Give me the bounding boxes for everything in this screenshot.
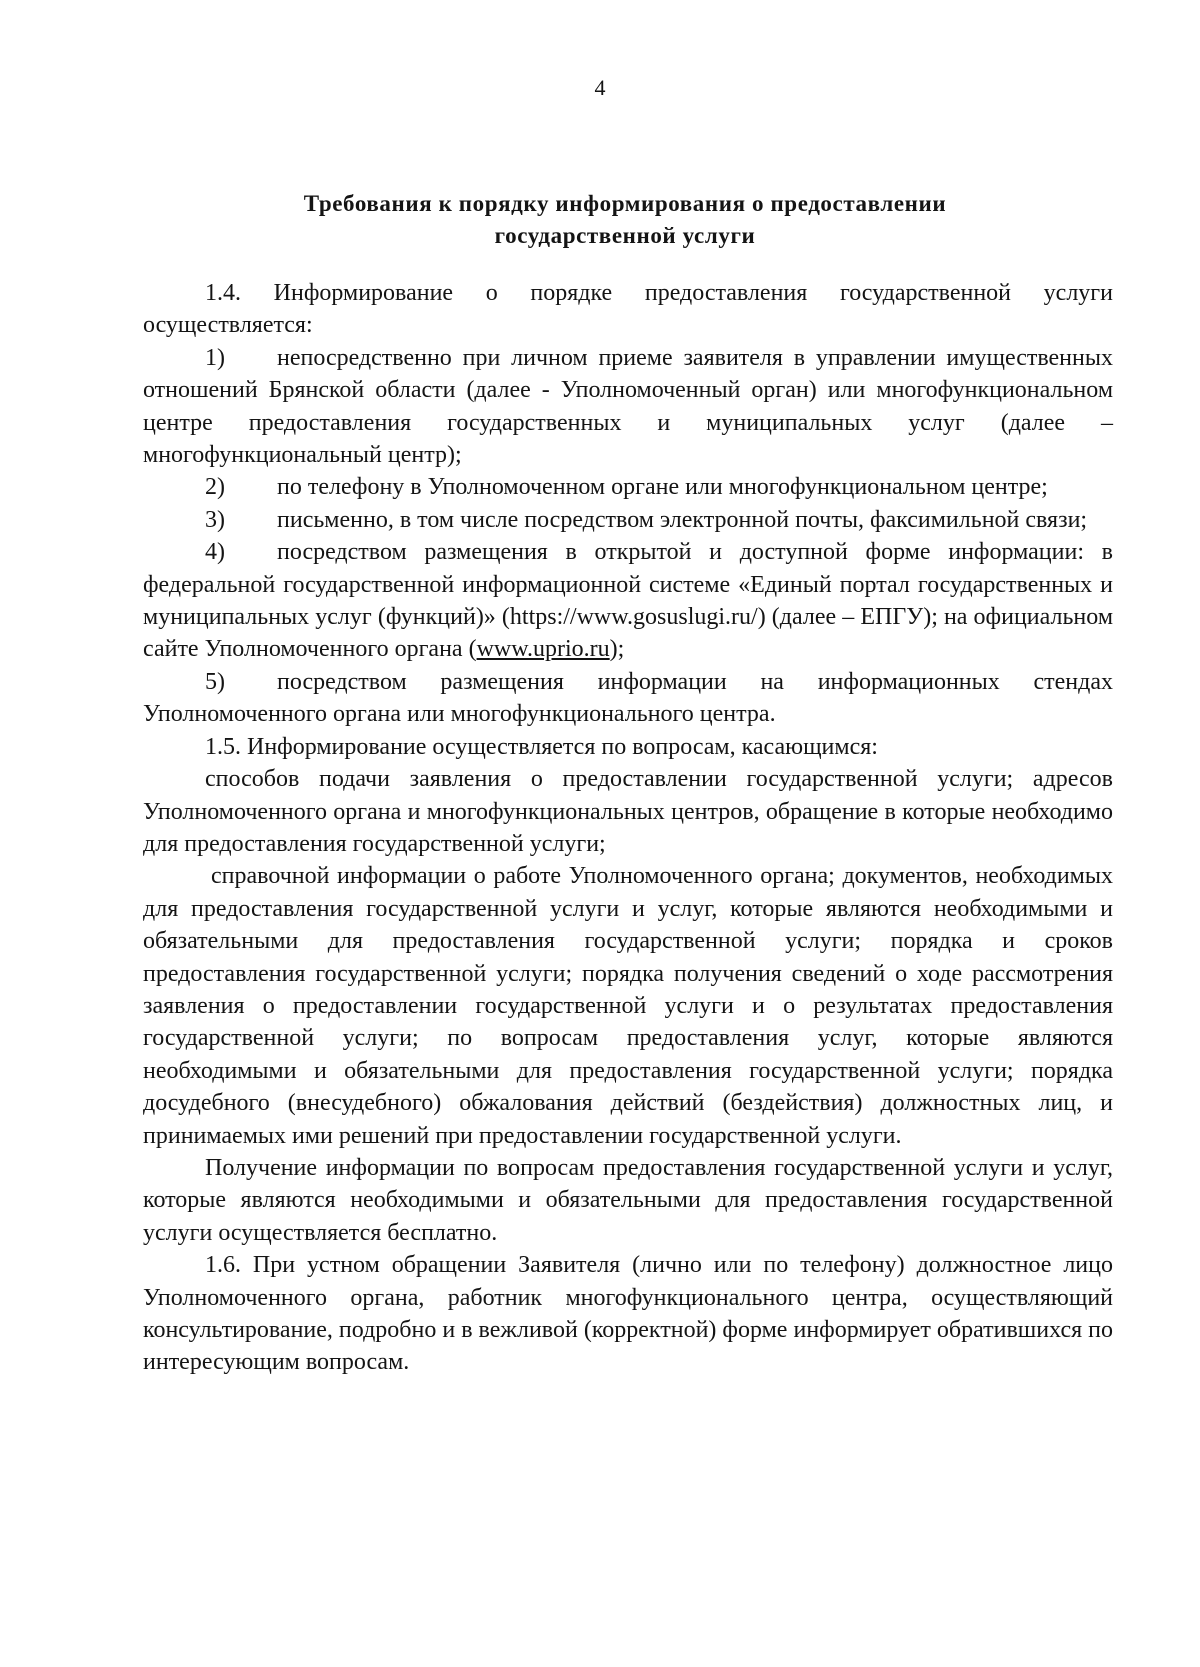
page-number: 4 [594, 75, 606, 100]
list-item-text-end: ); [609, 636, 625, 663]
paragraph-1-4: 1.4. Информирование о порядке предоставления государственной услуги осуществляется: [143, 280, 1113, 339]
list-item-text: непосредственно при личном приеме заявителя в управлении имущественных отношений Брянской области (далее - Уполномоченный орган) или многофункциональном центре предоставления государственных и муниципальных услуг (далее – многофункциональный центр); [143, 344, 1113, 469]
list-item-1 [143, 342, 1113, 472]
paragraph-1-5: 1.5. Информирование осуществляется по вопросам, касающимся: [205, 733, 878, 760]
list-item-number: 4) [205, 539, 225, 566]
list-item-2 [143, 471, 1113, 503]
heading-line-2: государственной услуги [494, 223, 756, 248]
paragraph-free-of-charge: Получение информации по вопросам предоставления государственной услуги и услуг, которые являются необходимыми и обязательными для предоставления государственной услуги осуществляется бесплатно. [143, 1154, 1113, 1246]
list-item-text: письменно, в том числе посредством электронной почты, факсимильной связи; [277, 506, 1088, 533]
list-item-4 [143, 536, 1113, 666]
section-heading [240, 188, 1010, 252]
list-item-number: 3) [205, 506, 225, 533]
heading-line-1: Требования к порядку информирования о предоставлении [303, 191, 947, 216]
list-item-text: по телефону в Уполномоченном органе или многофункциональном центре; [277, 474, 1048, 501]
list-item-text: посредством размещения в открытой и доступной форме информации: в федеральной государственной информационной системе «Единый портал государственных и муниципальных услуг (функций)» (https://www.gosuslugi.ru/) (далее – ЕПГУ); на официальном сайте Уполномоченного органа ( [143, 539, 1113, 663]
list-item-3 [143, 504, 1113, 536]
body-text [143, 277, 1113, 1379]
paragraph-1-5-reference-info: справочной информации о работе Уполномоченного органа; документов, необходимых для предоставления государственной услуги и услуг, которые являются необходимыми и обязательными для предоставления государственной услуги; порядка и сроков предоставления государственной услуги; порядка получения сведений о ходе рассмотрения заявления о предоставлении государственной услуги и о результатах предоставления государственной услуги; по вопросам предоставления услуг, которые являются необходимыми и обязательными для предоставления государственной услуги; порядка досудебного (внесудебного) обжалования действий (бездействия) должностных лиц, и принимаемых ими решений при предоставлении государственной услуги. [143, 863, 1113, 1149]
list-item-number: 2) [205, 474, 225, 501]
website-link[interactable]: www.uprio.ru [476, 636, 610, 663]
list-item-number: 1) [205, 344, 225, 371]
paragraph-1-5-methods: способов подачи заявления о предоставлении государственной услуги; адресов Уполномоченного органа и многофункциональных центров, обращение в которые необходимо для предоставления государственной услуги; [143, 766, 1113, 857]
list-item-5 [143, 666, 1113, 731]
paragraph-1-6: 1.6. При устном обращении Заявителя (лично или по телефону) должностное лицо Уполномоченного органа, работник многофункционального центра, осуществляющий консультирование, подробно и в вежливой (корректной) форме информирует обратившихся по интересующим вопросам. [143, 1252, 1113, 1376]
list-item-text: посредством размещения информации на информационных стендах Уполномоченного органа или многофункционального центра. [143, 668, 1113, 728]
list-item-number: 5) [205, 668, 225, 695]
